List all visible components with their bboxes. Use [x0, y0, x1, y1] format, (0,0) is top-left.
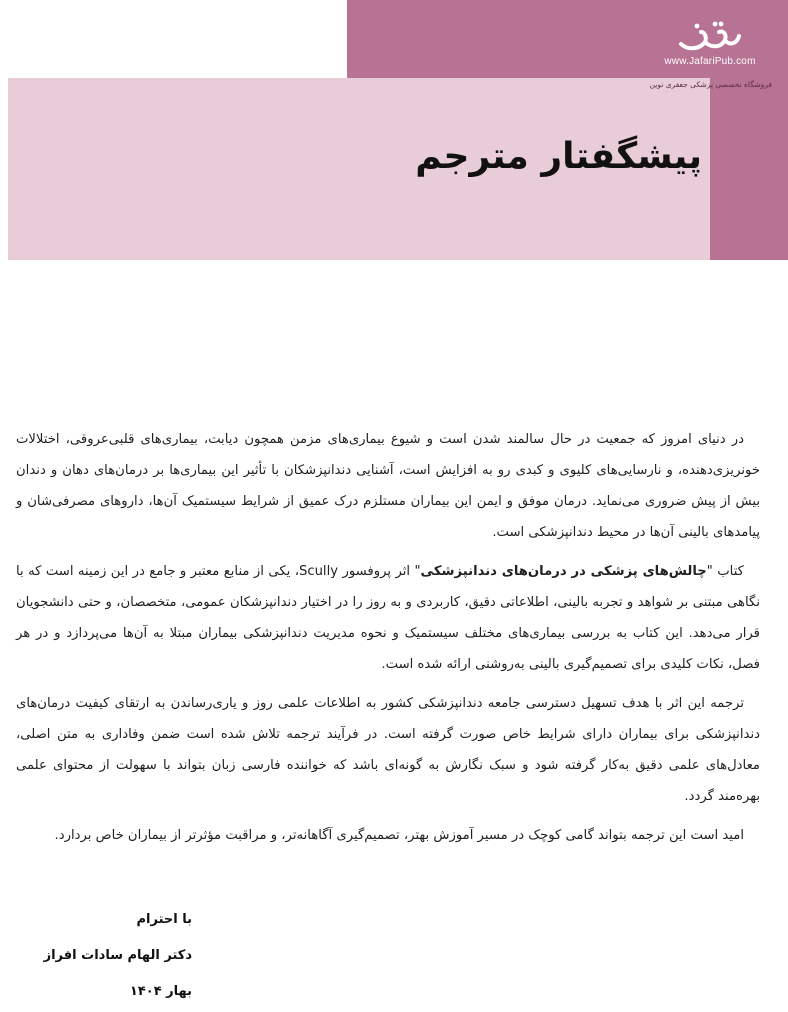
publisher-logo-icon: [677, 20, 743, 56]
publisher-store-name: فروشگاه تخصصی پزشکی جعفری نوین: [649, 80, 772, 89]
paragraph-2-post: " اثر پروفسور Scully، یکی از منابع معتبر و جامع در این زمینه است که با نگاهی مبتنی بر شواهد و تجربه بالینی، اطلاعاتی دقیق، کاربردی و به روز را در اختیار دندانپزشکان عمومی، متخصصان، و حتی دانشجویان قرار می‌دهد. این کتاب به بررسی بیماری‌های مختلف سیستمیک و نحوه مدیریت دندانپزشکی بیماران مبتلا به آن‌ها می‌پردازد و در هر فصل، نکات کلیدی برای تصمیم‌گیری بالینی به‌روشنی ارائه شده است.: [16, 564, 760, 672]
paragraph-2-pre: کتاب ": [706, 564, 744, 579]
paragraph-4: امید است این ترجمه بتواند گامی کوچک در مسیر آموزش بهتر، تصمیم‌گیری آگاهانه‌تر، و مراقبت مؤثرتر از بیماران خاص بردارد.: [54, 828, 744, 843]
publisher-site: www.JafariPub.com: [664, 56, 756, 67]
signature-regards: با احترام: [136, 912, 192, 927]
signature-block: [43, 902, 192, 1010]
page-title: پیشگفتار مترجم: [415, 136, 702, 177]
publisher-logo: [648, 20, 772, 89]
signature-date: بهار ۱۴۰۴: [129, 984, 192, 999]
signature-name: دکتر الهام سادات افراز: [43, 948, 192, 963]
book-title: چالش‌های پزشکی در درمان‌های دندانپزشکی: [420, 564, 707, 579]
paragraph-3: ترجمه این اثر با هدف تسهیل دسترسی جامعه دندانپزشکی کشور به اطلاعات علمی روز و یاری‌رساندن به ارتقای کیفیت درمان‌های دندانپزشکی برای بیماران دارای شرایط خاص صورت گرفته است. در فرآیند ترجمه تلاش شده است ضمن وفاداری به متن اصلی، معادل‌های علمی دقیق به‌کار گرفته شود و سبک نگارش به گونه‌ای باشد که خواننده فارسی زبان بتواند با سهولت از محتوای علمی بهره‌مند گردد.: [16, 696, 760, 804]
paragraph-2: [16, 556, 760, 680]
preface-body: [16, 424, 760, 859]
paragraph-1: در دنیای امروز که جمعیت در حال سالمند شدن است و شیوع بیماری‌های مزمن همچون دیابت، بیماری‌های قلبی‌عروقی، اختلالات خونریزی‌دهنده، و نارسایی‌های کلیوی و کبدی رو به افزایش است، آشنایی دندانپزشکان با تأثیر این بیماری‌ها بر درمان‌های دهان و دندان بیش از پیش ضروری می‌نماید. درمان موفق و ایمن این بیماران مستلزم درک عمیق از شرایط سیستمیک آن‌ها، داروهای مصرفی‌شان و پیامدهای بالینی آن‌ها در محیط دندانپزشکی است.: [16, 432, 760, 540]
